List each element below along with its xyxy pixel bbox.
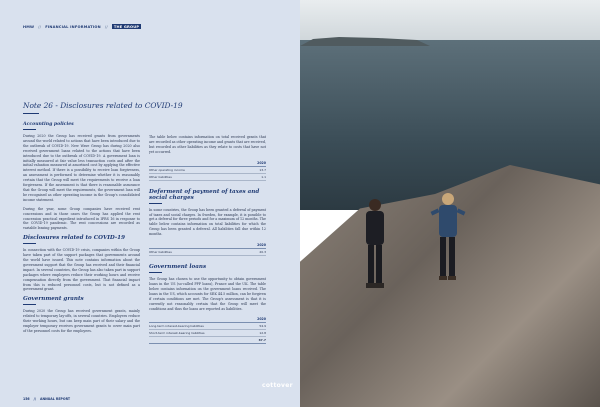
row-label: Other operating income [149, 167, 185, 172]
row-value: 54.9 [259, 324, 266, 329]
page-title: Note 26 - Disclosures related to COVID-19 [23, 101, 183, 110]
row-label: Other liabilities [149, 174, 172, 179]
paragraph: During the year, some Group companies have received rent concessions and in those cases the Group has applied the rent concession practical expedient introduced in IFRS 16 in response to the COVID-19 pandemic. The rent concessions are recorded as variable leasing payments. [23, 206, 140, 231]
footer-label: ANNUAL REPORT [40, 397, 71, 401]
breadcrumb-separator: // [104, 24, 108, 29]
section-heading: Deferment of payment of taxes and social charges [149, 188, 260, 201]
loans-table [149, 317, 266, 344]
paragraph: The table below contains information on total received grants that are recorded as other operating income and grants that are received, but recorded as other liabilities as they relate to costs that have not yet occurred. [149, 135, 266, 154]
footer-separator: // [33, 397, 36, 401]
section-heading: Accounting policies [23, 122, 74, 127]
paragraph: During 2020 the Group has received government grants, mainly related to temporary lay-offs, in several countries. Employees reduce their working hours, but can keep main part of their salary and the employer temporary receives government grants to cover main part of the personnel costs for the employees. [23, 309, 140, 333]
table-row [149, 167, 266, 174]
person-figure-icon [360, 195, 390, 295]
photo-sky [300, 0, 600, 42]
row-value: 20.3 [259, 250, 266, 255]
table-year-header: 2020 [149, 243, 266, 249]
table-row [149, 174, 266, 181]
table-row [149, 249, 266, 256]
left-column [23, 122, 140, 338]
row-value: 67.7 [258, 338, 266, 343]
heading-divider [23, 243, 36, 244]
paragraph: In connection with the COVID-19 crisis, companies within the Group have taken part of the support packages that governments around the world have issued. This note contains information about the government support that the Group has received and their financial impact. In several countries, the Group has also taken part in support packages where employees reduce their working hours and receive compensation directly from the government. That financial impact from this is reduced personnel costs, but is not defined as a government grant. [23, 248, 140, 292]
table-year-header: 2020 [149, 317, 266, 323]
row-label: Other liabilities [149, 250, 172, 255]
brand-logo: cottover [262, 382, 293, 389]
page-footer [23, 397, 70, 401]
deferment-table [149, 243, 266, 256]
paragraph: The Group has chosen to use the opportunity to obtain government loans in the US (so-called PPP loans), France and the UK. The table below contains information on the government loans received. The loans in the US, which accounts for SEK 44.5 million, can be forgiven if certain conditions are met. The Group's assessment is that it is currently not reasonably certain that the Group will meet the conditions and thus the loans are reported as liabilities. [149, 277, 266, 311]
section-heading: Government grants [23, 296, 84, 303]
active-section-label[interactable]: THE GROUP [113, 24, 140, 29]
heading-divider [23, 129, 36, 130]
brand-label[interactable]: HMW [23, 24, 35, 29]
person-figure-icon [430, 190, 466, 290]
section-heading: Disclosures related to COVID-19 [23, 235, 125, 242]
row-value: 13.7 [259, 167, 266, 172]
table-row [149, 330, 266, 337]
row-value: 12.8 [259, 331, 266, 336]
breadcrumb-separator: // [38, 24, 42, 29]
section-label[interactable]: FINANCIAL INFORMATION [45, 24, 101, 29]
heading-divider [149, 272, 162, 273]
heading-divider [23, 304, 36, 305]
paragraph: During 2020 the Group has received grants from governments around the world related to actions that have been introduced due to the outbreak of COVID-19. New Wave Group has during 2020 also received government loans related to the actions that have been introduced due to the outbreak of COVID-19. A government loan is initially measured at fair value less transaction costs and after the initial valuation measured at amortised cost by applying the effective interest method. If there is a possibility to receive loan forgiveness, an assessment is performed to determine whether it is reasonably certain that the Group will meet the requirements to receive a loan forgiveness. If the assessment is that there is reasonable assurance that the Group will meet the requirements, the government loan will be recognised as other operating income in the Group's consolidated income statement. [23, 134, 140, 202]
page-number: 156 [23, 397, 30, 401]
heading-divider [149, 203, 162, 204]
row-label: Short-term interest-bearing liabilities [149, 331, 205, 336]
breadcrumb [23, 24, 141, 29]
table-total-row [149, 337, 266, 344]
section-heading: Government loans [149, 264, 207, 271]
title-divider [23, 113, 39, 114]
paragraph: In some countries, the Group has been granted a deferral of payment of taxes and social charges. In Sweden, for example, it is possible to get a deferral for three periods and for a maximum of 12 months. The table below contains information on total liabilities for which the Group has been granted a deferral. All liabilities fall due within 12 months. [149, 207, 266, 237]
right-column [149, 135, 266, 352]
row-value: 1.1 [261, 174, 266, 179]
grants-table [149, 161, 266, 181]
table-year-header: 2020 [149, 161, 266, 167]
table-row [149, 323, 266, 330]
row-label: Long-term interest-bearing liabilities [149, 324, 204, 329]
